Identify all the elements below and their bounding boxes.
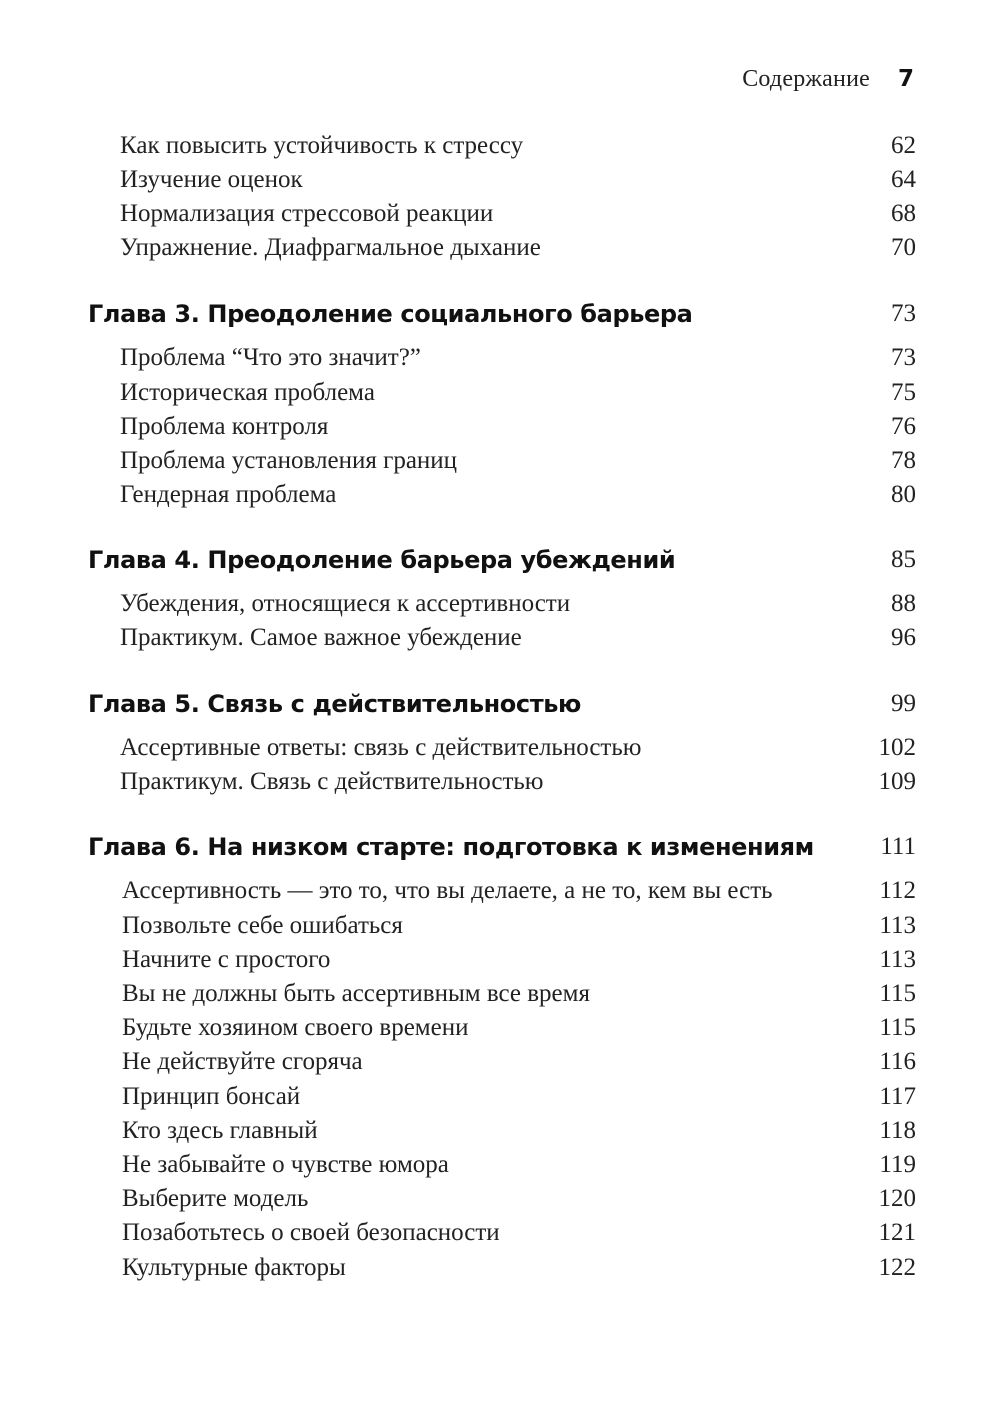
toc-entry-title: Упражнение. Диафрагмальное дыхание [120,234,541,261]
toc-entry [0,129,1000,163]
toc-entry [0,874,1000,908]
toc-entry-page: 62 [891,132,916,159]
toc-chapter [0,297,1000,331]
toc-entry-title: Не действуйте сгоряча [122,1048,363,1075]
toc-chapter-page: 111 [880,833,916,860]
toc-entry-page: 73 [891,344,916,371]
toc-entry [0,1148,1000,1182]
toc-entry [0,341,1000,375]
toc-entry-title: Позвольте себе ошибаться [122,912,403,939]
toc-entry-page: 76 [891,413,916,440]
toc-entry [0,765,1000,799]
toc-entry [0,1045,1000,1079]
toc-entry-page: 102 [878,734,916,761]
toc-entry-title: Практикум. Самое важное убеждение [120,624,522,651]
toc-chapter-title: Глава 6. На низком старте: подготовка к изменениям [88,833,814,861]
toc-entry [0,410,1000,444]
toc-chapter-page: 73 [891,300,916,327]
toc-entry [0,197,1000,231]
toc-entry-title: Выберите модель [122,1185,309,1212]
toc-entry-title: Нормализация стрессовой реакции [120,200,494,227]
toc-entry-page: 68 [891,200,916,227]
toc-entry [0,376,1000,410]
toc-entry [0,1080,1000,1114]
toc-entry-title: Вы не должны быть ассертивным все время [122,980,590,1007]
toc-entry-page: 115 [879,1014,916,1041]
toc-chapter [0,830,1000,864]
toc-entry [0,231,1000,265]
toc-entry-title: Проблема контроля [120,413,329,440]
toc-chapter-title: Глава 4. Преодоление барьера убеждений [88,546,676,574]
toc-entry-title: Проблема “Что это значит?” [120,344,421,371]
toc-entry-title: Кто здесь главный [122,1117,318,1144]
toc-entry-title: Как повысить устойчивость к стрессу [120,132,524,159]
toc-entry [0,1114,1000,1148]
toc-entry [0,1251,1000,1285]
toc-entry-title: Убеждения, относящиеся к ассертивности [120,590,571,617]
toc-entry-page: 75 [891,379,916,406]
page-number: 7 [897,66,914,92]
toc-chapter [0,687,1000,721]
toc-chapter-title: Глава 5. Связь с действительностью [88,690,581,718]
toc-entry-page: 70 [891,234,916,261]
toc-entry-page: 116 [879,1048,916,1075]
toc-entry-title: Будьте хозяином своего времени [122,1014,469,1041]
toc-entry [0,731,1000,765]
toc-entry-page: 109 [878,768,916,795]
toc-entry [0,977,1000,1011]
toc-entry-page: 96 [891,624,916,651]
toc-chapter-title: Глава 3. Преодоление социального барьера [88,300,693,328]
toc-entry-page: 122 [878,1254,916,1281]
toc-entry-page: 113 [879,946,916,973]
toc-entry-page: 112 [879,877,916,904]
toc-entry [0,909,1000,943]
toc-entry-title: Принцип бонсай [122,1083,301,1110]
toc-entry-title: Позаботьтесь о своей безопасности [122,1219,500,1246]
toc-entry-page: 121 [878,1219,916,1246]
toc-entry-page: 119 [879,1151,916,1178]
toc-entry [0,478,1000,512]
toc-entry-page: 78 [891,447,916,474]
toc-chapter [0,543,1000,577]
toc-chapter-page: 99 [891,690,916,717]
toc-entry-page: 120 [878,1185,916,1212]
toc-entry-title: Культурные факторы [122,1254,346,1281]
toc-entry-title: Ассертивность — это то, что вы делаете, а не то, кем вы есть [122,877,773,904]
toc-entry-page: 115 [879,980,916,1007]
toc-entry-title: Изучение оценок [120,166,303,193]
running-head-title: Содержание [742,66,870,92]
toc-entry-title: Ассертивные ответы: связь с действительностью [120,734,642,761]
toc-entry-page: 80 [891,481,916,508]
toc-entry [0,621,1000,655]
toc-chapter-page: 85 [891,546,916,573]
toc-entry-page: 113 [879,912,916,939]
toc-entry-page: 88 [891,590,916,617]
toc-entry-title: Проблема установления границ [120,447,458,474]
toc-entry [0,444,1000,478]
toc-entry-title: Историческая проблема [120,379,375,406]
toc-entry-title: Практикум. Связь с действительностью [120,768,544,795]
toc-entry [0,943,1000,977]
toc-entry [0,163,1000,197]
toc-entry-page: 118 [879,1117,916,1144]
toc-entry [0,1011,1000,1045]
toc-entry-title: Гендерная проблема [120,481,337,508]
toc-entry-title: Не забывайте о чувстве юмора [122,1151,449,1178]
toc-entry-title: Начните с простого [122,946,331,973]
toc-entry [0,587,1000,621]
toc-entry [0,1182,1000,1216]
toc-entry [0,1216,1000,1250]
toc-entry-page: 64 [891,166,916,193]
toc-entry-page: 117 [879,1083,916,1110]
